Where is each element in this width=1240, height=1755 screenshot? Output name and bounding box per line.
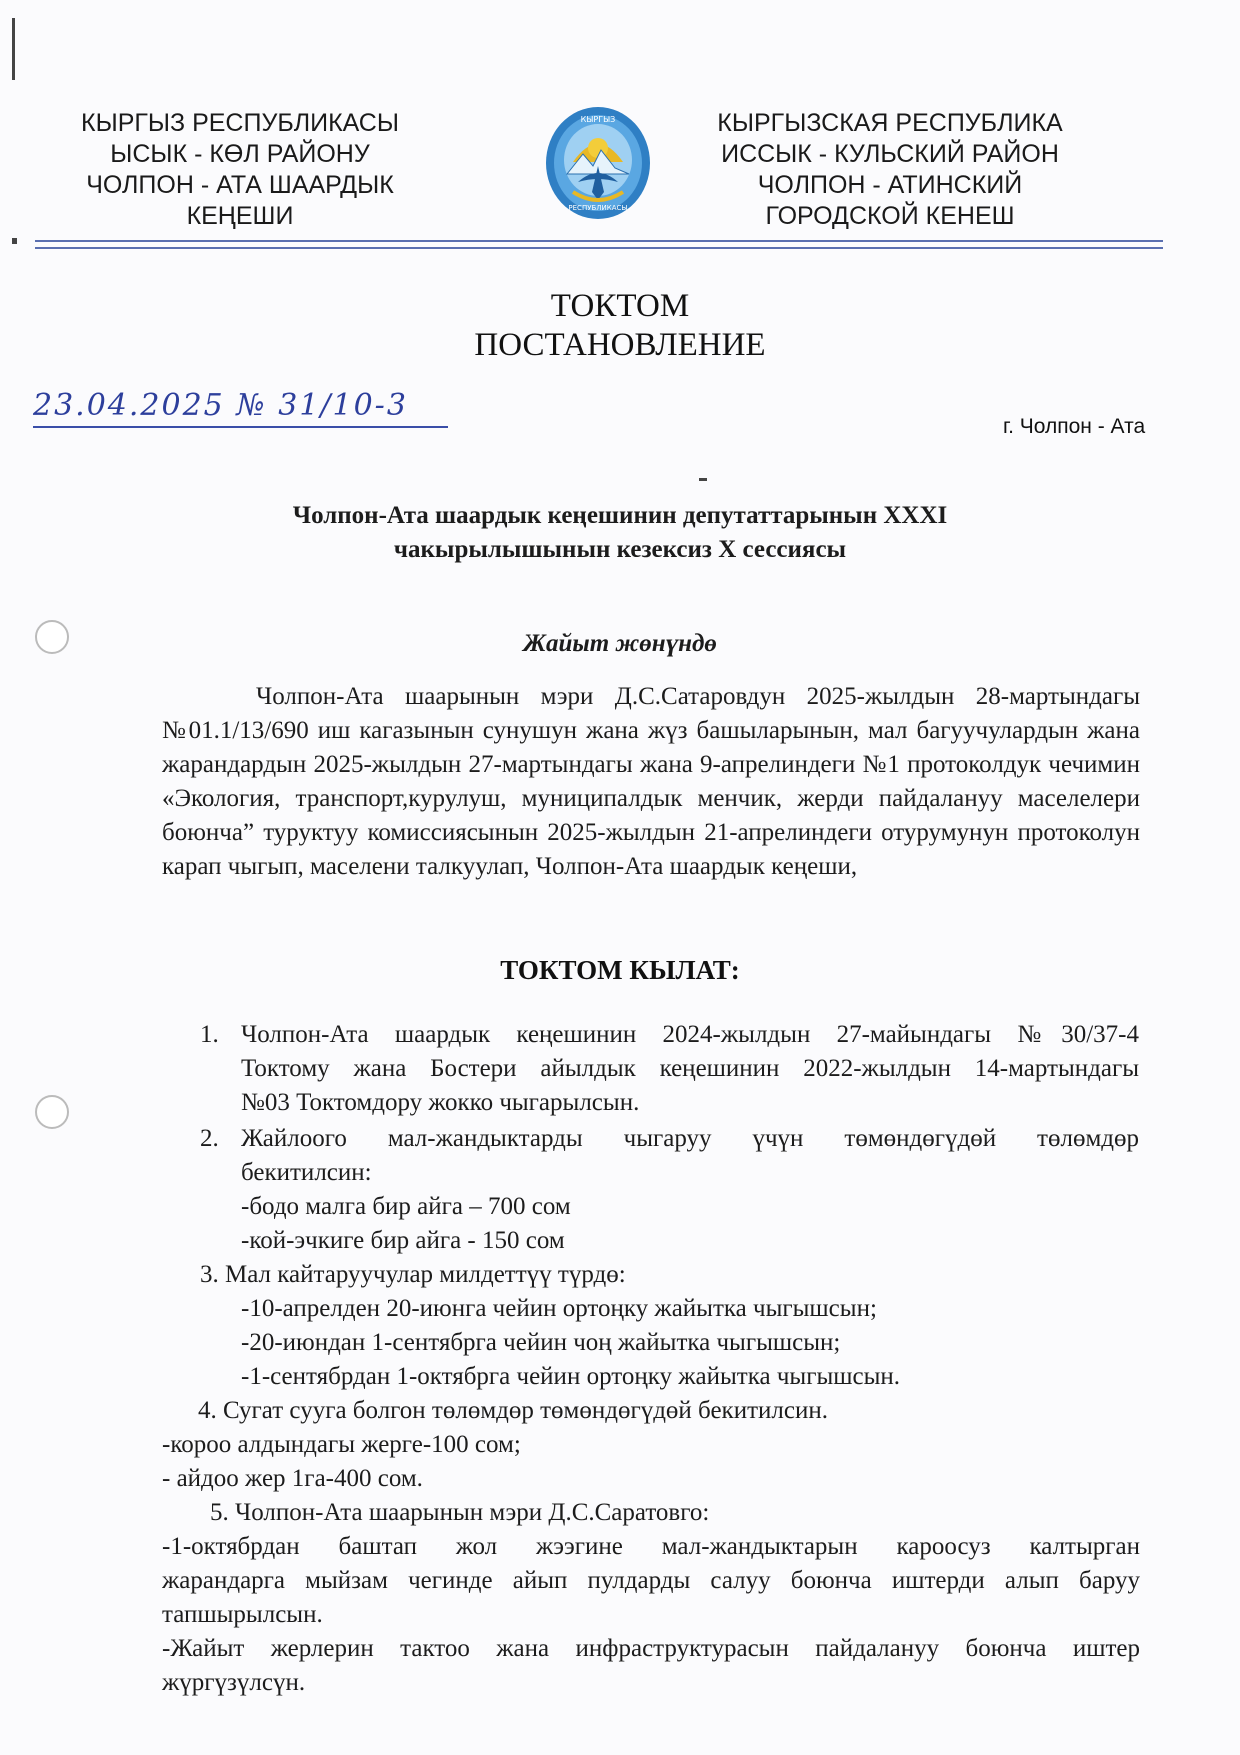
header-rule (35, 247, 1163, 249)
header-right-line: ГОРОДСКОЙ КЕНЕШ (765, 202, 1015, 230)
scan-mark (699, 478, 707, 481)
punch-hole (35, 1095, 69, 1129)
handwritten-date-number: 23.04.2025 № 31/10-3 (33, 388, 408, 423)
emblem-text-bottom: РЕСПУБЛИКАСЫ (568, 204, 628, 212)
item-2-line: бекитилсин: (241, 1159, 372, 1186)
header-left-org (60, 108, 420, 232)
doc-title-ru: ПОСТАНОВЛЕНИЕ (474, 327, 766, 363)
item-5-line: жарандарга мыйзам чегинде айып пулдарды салуу боюнча иштерди алып баруу (162, 1567, 1140, 1594)
item-1-line: Чолпон-Ата шаардык кеңешинин 2024-жылдын 27-майындагы №30/37-4 (241, 1021, 1139, 1048)
header-right-line: ИССЫК - КУЛЬСКИЙ РАЙОН (721, 140, 1059, 168)
header-left-line: ЫСЫК - КӨЛ РАЙОНУ (110, 140, 370, 168)
decision-heading: ТОКТОМ КЫЛАТ: (500, 955, 740, 985)
item-4-line: 4. Сугат сууга болгон төлөмдөр төмөндөгүдөй бекитилсин. (198, 1397, 828, 1424)
scan-mark (12, 18, 15, 80)
session-title-line2: чакырылышынын кезексиз X сессиясы (393, 536, 847, 563)
header-rule (35, 240, 1163, 242)
header-right-line: КЫРГЫЗСКАЯ РЕСПУБЛИКА (717, 109, 1063, 137)
header-left-line: ЧОЛПОН - АТА ШААРДЫК (86, 171, 394, 199)
date-underline (33, 426, 448, 428)
doc-topic: Жайыт жөнүндө (523, 630, 717, 657)
item-number: 1. (200, 1021, 219, 1048)
item-2-line: Жайлоого мал-жандыктарды чыгаруу үчүн төмөндөгүдөй төлөмдөр (241, 1125, 1139, 1152)
doc-title-ky: ТОКТОМ (550, 288, 690, 324)
preamble-paragraph: Чолпон-Ата шаарынын мэри Д.С.Сатаровдун 2025-жылдын 28-мартындагы №01.1/13/690 иш кагазынын сунушун жана жүз башыларынын, мал багуучулардын жана жарандардын 2025-жылдын 27-мартындагы жана 9-апрелиндеги №1 протоколдук чечимин «Экология, транспорт,курулуш, муниципалдык менчик, жерди пайдалануу маселелери боюнча” туруктуу комиссиясынын 2025-жылдын 21-апрелиндеги отурумунун протоколун карап чыгып, маселени талкуулап, Чолпон-Ата шаардык кеңеши, (162, 683, 1140, 880)
item-3-line: -1-сентябрдан 1-октябрга чейин ортоңку жайытка чыгышсын. (241, 1363, 901, 1390)
state-emblem-icon (543, 104, 653, 222)
item-number: 2. (200, 1125, 219, 1152)
item-5-line: 5. Чолпон-Ата шаарынын мэри Д.С.Саратовго: (210, 1499, 710, 1526)
item-1-line: Токтому жана Бостери айылдык кеңешинин 2022-жылдын 14-мартындагы (241, 1055, 1139, 1082)
item-1-line: №03 Токтомдору жокко чыгарылсын. (241, 1089, 640, 1116)
header-right-org (700, 108, 1080, 232)
header-right-line: ЧОЛПОН - АТИНСКИЙ (757, 171, 1023, 199)
header-left-line: КЫРГЫЗ РЕСПУБЛИКАСЫ (81, 109, 399, 137)
item-2-fee-cattle: -бодо малга бир айга – 700 сом (241, 1193, 571, 1220)
item-5-line: тапшырылсын. (162, 1601, 323, 1628)
item-5-line: жүргүзүлсүн. (162, 1669, 306, 1696)
item-2-fee-sheep: -кой-эчкиге бир айга - 150 сом (241, 1227, 565, 1254)
emblem-text-top: КЫРГЫЗ (580, 115, 616, 124)
item-5-line: -Жайыт жерлерин тактоо жана инфраструктурасын пайдалануу боюнча иштер (162, 1635, 1140, 1662)
item-3-line: 3. Мал кайтаруучулар милдеттүү түрдө: (200, 1261, 626, 1288)
session-title-line1: Чолпон-Ата шаардык кеңешинин депутаттарынын XXXI (292, 502, 948, 529)
city-label: г. Чолпон - Ата (1003, 415, 1146, 438)
item-5-line: -1-октябрдан баштап жол жээгине мал-жандыктарын кароосуз калтырган (162, 1533, 1140, 1560)
item-3-line: -20-июндан 1-сентябрга чейин чоң жайытка чыгышсын; (241, 1329, 841, 1356)
scan-mark (12, 238, 17, 244)
item-4-line: - айдоо жер 1га-400 сом. (162, 1465, 423, 1492)
item-4-line: -короо алдындагы жерге-100 сом; (162, 1431, 521, 1458)
item-3-line: -10-апрелден 20-июнга чейин ортоңку жайытка чыгышсын; (241, 1295, 877, 1322)
header-left-line: КЕҢЕШИ (186, 202, 294, 230)
